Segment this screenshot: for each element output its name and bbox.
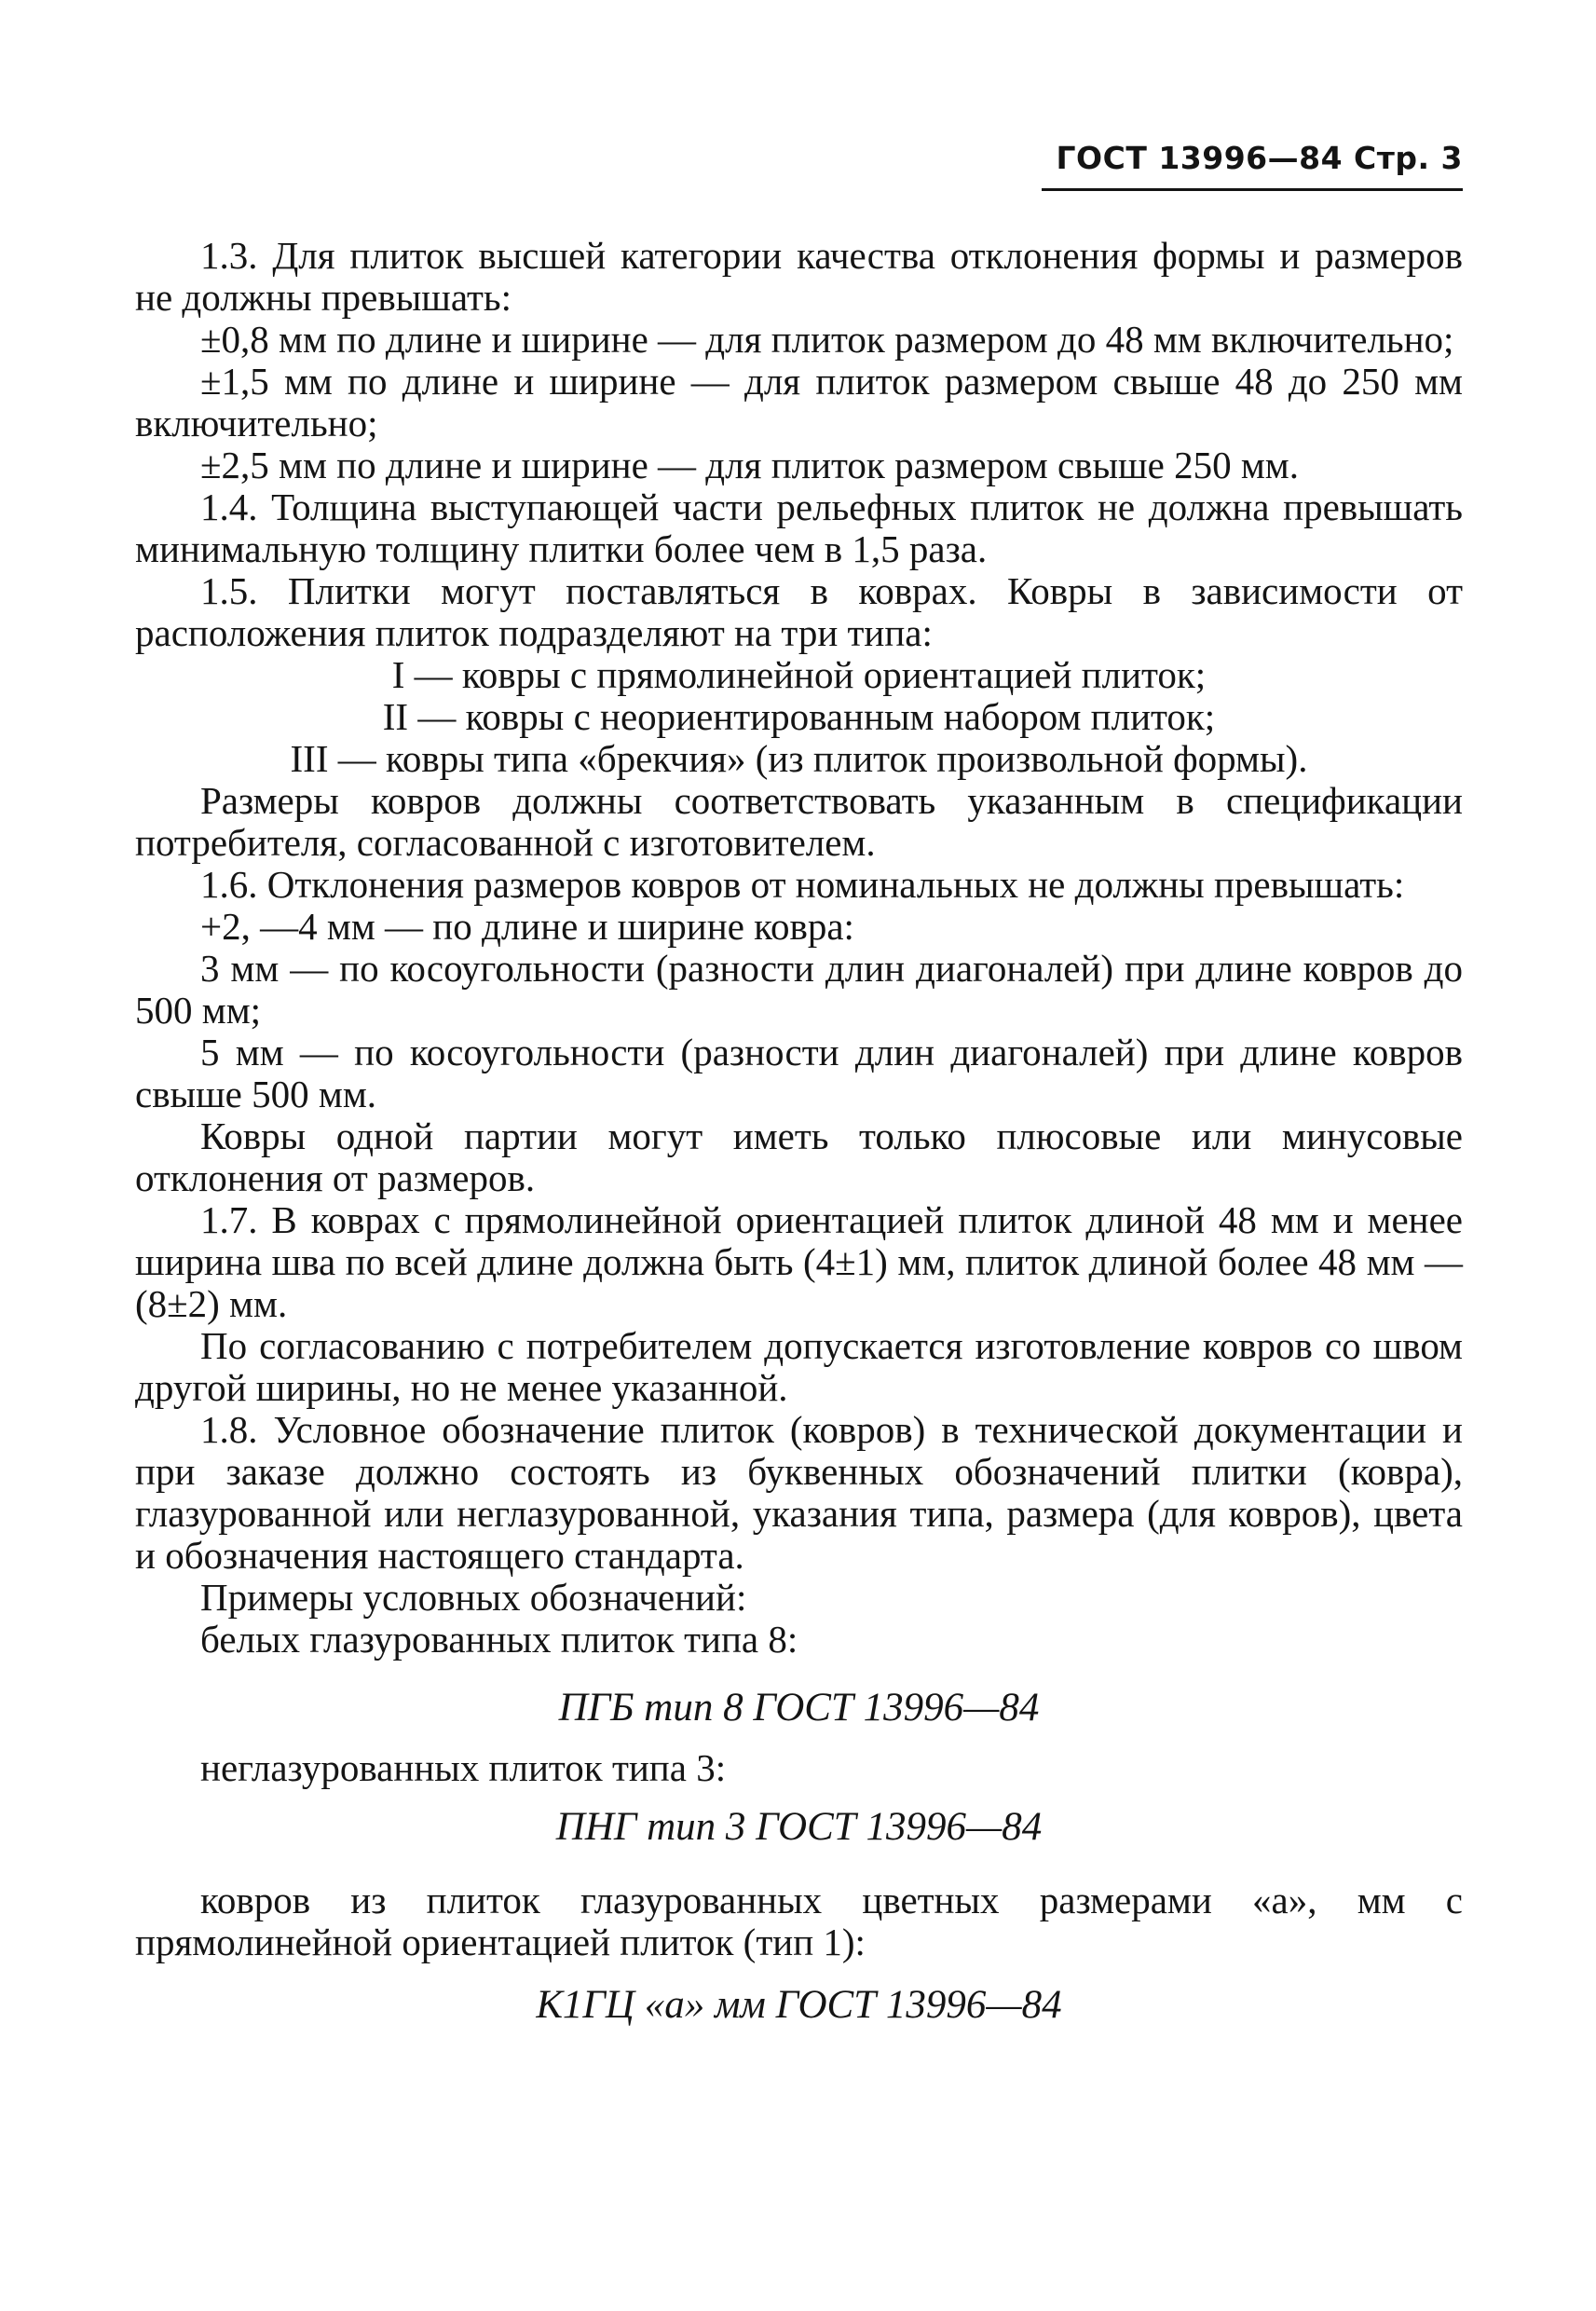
designation-formula: ПГБ тип 8 ГОСТ 13996—84 — [558, 1686, 1040, 1730]
tolerance-item: ±0,8 мм по длине и ширине — для плиток размером до 48 мм включительно; — [200, 318, 1454, 361]
carpet-type-item: III — ковры типа «брекчия» (из плиток произвольной формы). — [290, 737, 1308, 780]
paragraph-1-6: 1.6. Отклонения размеров ковров от номинальных не должны превышать: — [200, 863, 1405, 906]
document-body — [135, 235, 1463, 2026]
paragraph-text: Ковры одной партии могут иметь только плюсовые или минусовые отклонения от размеров. — [135, 1114, 1463, 1199]
designation-formula: К1ГЦ «а» мм ГОСТ 13996—84 — [536, 1983, 1062, 2027]
paragraph-1-3: 1.3. Для плиток высшей категории качества отклонения формы и размеров не должны превышать: — [135, 234, 1463, 319]
deviation-item: 3 мм — по косоугольности (разности длин диагоналей) при длине ковров до 500 мм; — [135, 947, 1463, 1032]
deviation-item: +2, —4 мм — по длине и ширине ковра: — [200, 905, 854, 948]
carpet-type-item: I — ковры с прямолинейной ориентацией плиток; — [391, 653, 1207, 696]
paragraph-1-4: 1.4. Толщина выступающей части рельефных плиток не должна превышать минимальную толщину плитки более чем в 1,5 раза. — [135, 485, 1463, 570]
paragraph-1-8: 1.8. Условное обозначение плиток (ковров) в технической документации и при заказе должно состоять из буквенных обозначений плитки (ковра), глазурованной или неглазурованной, указания типа, размера (для ковров), цвета и обозначения настоящего стандарта. — [135, 1408, 1463, 1577]
carpet-type-item: II — ковры с неориентированным набором плиток; — [382, 695, 1216, 738]
examples-heading: Примеры условных обозначений: — [200, 1576, 747, 1619]
page-header: ГОСТ 13996—84 Стр. 3 — [1056, 140, 1463, 176]
deviation-item: 5 мм — по косоугольности (разности длин диагоналей) при длине ковров свыше 500 мм. — [135, 1031, 1463, 1115]
example-label: белых глазурованных плиток типа 8: — [200, 1618, 798, 1661]
paragraph-text: Размеры ковров должны соответствовать указанным в спецификации потребителя, согласованной с изготовителем. — [135, 779, 1463, 864]
example-label: ковров из плиток глазурованных цветных размерами «а», мм с прямолинейной ориентацией плиток (тип 1): — [135, 1879, 1463, 1963]
designation-formula: ПНГ тип 3 ГОСТ 13996—84 — [555, 1805, 1043, 1849]
paragraph-1-5: 1.5. Плитки могут поставляться в коврах. Ковры в зависимости от расположения плиток подразделяют на три типа: — [135, 569, 1463, 654]
paragraph-text: По согласованию с потребителем допускается изготовление ковров со швом другой ширины, но не менее указанной. — [135, 1324, 1463, 1409]
paragraph-1-7: 1.7. В коврах с прямолинейной ориентацией плиток длиной 48 мм и менее ширина шва по всей длине должна быть (4±1) мм, плиток длиной более 48 мм — (8±2) мм. — [135, 1198, 1463, 1325]
header-rule — [1042, 188, 1463, 191]
tolerance-item: ±2,5 мм по длине и ширине — для плиток размером свыше 250 мм. — [200, 444, 1299, 486]
tolerance-item: ±1,5 мм по длине и ширине — для плиток размером свыше 48 до 250 мм включительно; — [135, 360, 1463, 444]
example-label: неглазурованных плиток типа 3: — [200, 1746, 727, 1789]
